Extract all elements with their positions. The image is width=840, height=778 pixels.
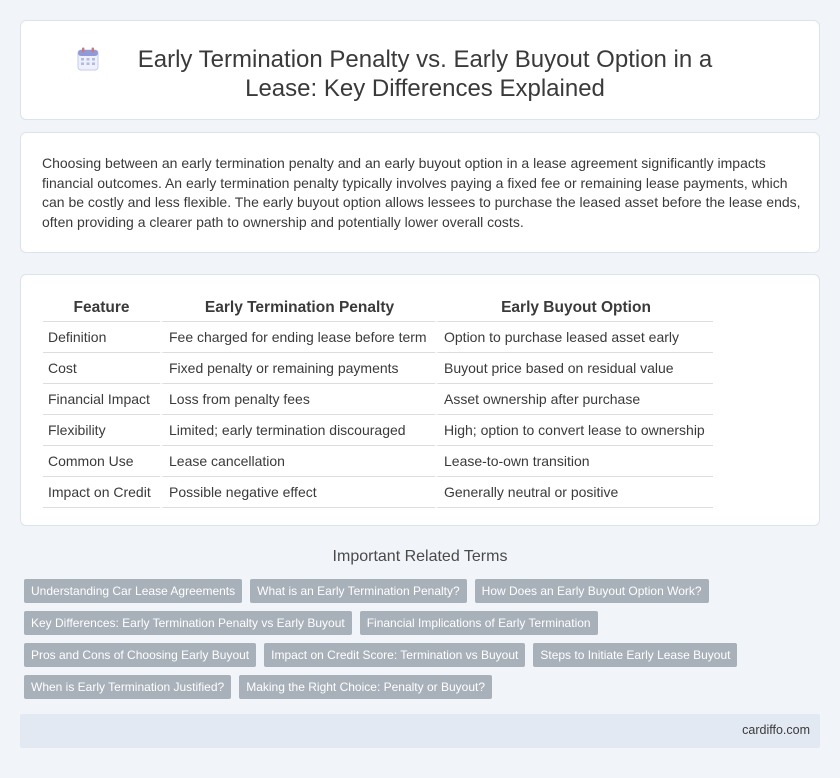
table-row [43,446,713,477]
table-cell: Loss from penalty fees [160,384,435,415]
footer [20,714,820,748]
related-terms-heading: Important Related Terms [332,548,508,565]
header-early-buyout-option: Early Buyout Option [435,297,713,322]
table-cell: Fixed penalty or remaining payments [160,353,435,384]
related-terms-list [24,579,804,699]
footer-site-link[interactable]: cardiffo.com [742,723,810,737]
related-term-link[interactable]: Making the Right Choice: Penalty or Buyout? [239,675,492,699]
table-cell: Flexibility [43,415,160,446]
table-row [43,353,713,384]
table-cell: Definition [43,322,160,353]
table-cell: Financial Impact [43,384,160,415]
table-cell: Impact on Credit [43,477,160,508]
related-term-link[interactable]: Understanding Car Lease Agreements [24,579,242,603]
header-feature: Feature [43,297,160,322]
related-term-link[interactable]: Key Differences: Early Termination Penalty vs Early Buyout [24,611,352,635]
related-term-link[interactable]: Financial Implications of Early Termination [360,611,598,635]
title-card [20,20,820,120]
table-cell: Lease cancellation [160,446,435,477]
table-cell: Cost [43,353,160,384]
table-row [43,322,713,353]
page-title: Early Termination Penalty vs. Early Buyout Option in a Lease: Key Differences Explained [137,46,713,102]
related-term-link[interactable]: Steps to Initiate Early Lease Buyout [533,643,737,667]
intro-card [20,132,820,253]
table-cell: Fee charged for ending lease before term [160,322,435,353]
table-cell: Asset ownership after purchase [435,384,713,415]
table-cell: Lease-to-own transition [435,446,713,477]
table-row [43,477,713,508]
table-cell: High; option to convert lease to ownership [435,415,713,446]
related-term-link[interactable]: Impact on Credit Score: Termination vs Buyout [264,643,525,667]
table-header-row [43,297,713,322]
table-cell: Possible negative effect [160,477,435,508]
related-term-link[interactable]: How Does an Early Buyout Option Work? [475,579,709,603]
comparison-table [43,297,713,508]
table-cell: Limited; early termination discouraged [160,415,435,446]
related-term-link[interactable]: When is Early Termination Justified? [24,675,231,699]
table-row [43,415,713,446]
calendar-icon [77,47,99,71]
table-cell: Option to purchase leased asset early [435,322,713,353]
table-cell: Generally neutral or positive [435,477,713,508]
table-row [43,384,713,415]
intro-paragraph: Choosing between an early termination penalty and an early buyout option in a lease agreement significantly impacts financial outcomes. An early termination penalty typically involves paying a fixed fee or remaining lease payments, which can be costly and less flexible. The early buyout option allows lessees to purchase the leased asset before the lease ends, often providing a clearer path to ownership and potentially lower overall costs. [42,155,801,230]
related-term-link[interactable]: Pros and Cons of Choosing Early Buyout [24,643,256,667]
table-cell: Common Use [43,446,160,477]
related-term-link[interactable]: What is an Early Termination Penalty? [250,579,467,603]
table-cell: Buyout price based on residual value [435,353,713,384]
comparison-table-card [20,274,820,526]
header-early-termination-penalty: Early Termination Penalty [160,297,435,322]
